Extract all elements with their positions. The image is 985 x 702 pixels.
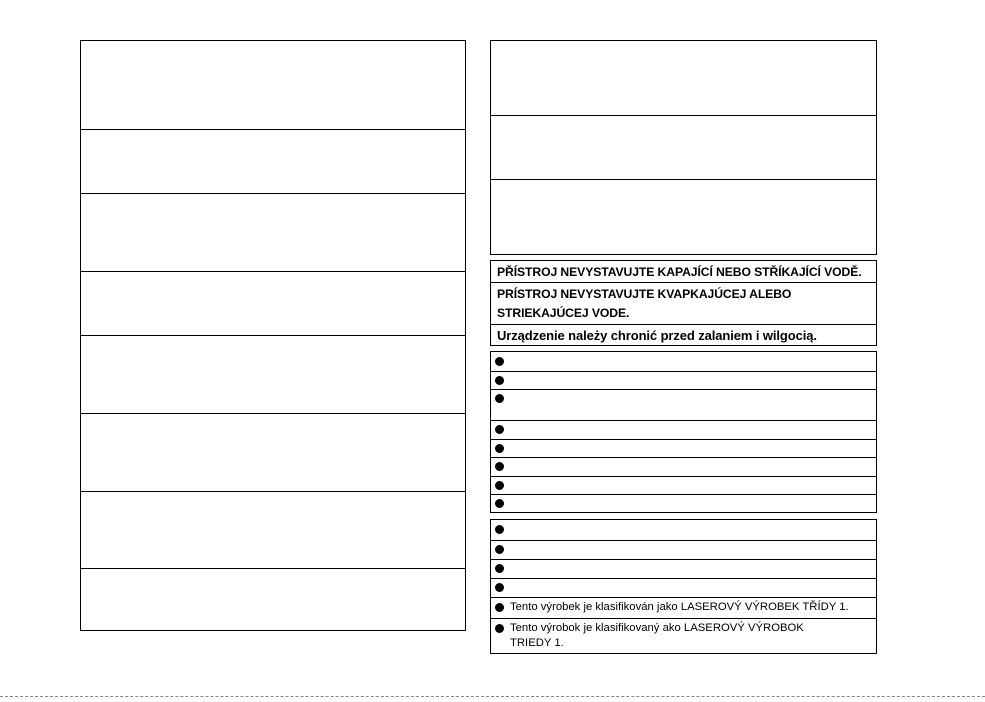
- bullet-icon: [495, 462, 504, 471]
- bullet-icon: [495, 394, 504, 403]
- left-table-divider: [81, 568, 465, 569]
- bullet-icon: [495, 357, 504, 366]
- list-item: [491, 476, 876, 494]
- list-item: [491, 420, 876, 439]
- right-table-divider: [491, 115, 876, 116]
- warning-sk-line1: PRÍSTROJ NEVYSTAVUJTE KVAPKAJÚCEJ ALEBO: [497, 287, 792, 301]
- warning-divider: [491, 324, 876, 325]
- list-item: [491, 559, 876, 578]
- bullet-list-1: [490, 351, 877, 513]
- list-item: [491, 578, 876, 597]
- bullet-icon: [495, 583, 504, 592]
- left-table-divider: [81, 271, 465, 272]
- laser-class-cs: Tento výrobek je klasifikován jako LASEROVÝ VÝROBEK TŘÍDY 1.: [510, 601, 849, 613]
- left-table-divider: [81, 335, 465, 336]
- bullet-list-2: [490, 519, 877, 654]
- warning-pl: Urządzenie należy chronić przed zalaniem i wilgocią.: [497, 328, 817, 343]
- laser-class-sk-line2: TRIEDY 1.: [510, 637, 564, 649]
- bullet-icon: [495, 376, 504, 385]
- bullet-icon: [495, 624, 504, 633]
- bullet-icon: [495, 499, 504, 508]
- list-item: [491, 597, 876, 618]
- left-table: [80, 40, 466, 631]
- warning-cs: PŘÍSTROJ NEVYSTAVUJTE KAPAJÍCÍ NEBO STŘÍKAJÍCÍ VODĚ.: [497, 265, 862, 279]
- list-item: [491, 520, 876, 540]
- left-table-divider: [81, 129, 465, 130]
- bullet-icon: [495, 564, 504, 573]
- right-top-table: [490, 40, 877, 255]
- water-warning-box: [490, 260, 877, 346]
- list-item: [491, 540, 876, 559]
- bullet-icon: [495, 525, 504, 534]
- laser-class-sk-line1: Tento výrobok je klasifikovaný ako LASEROVÝ VÝROBOK: [510, 622, 804, 634]
- list-item: [491, 457, 876, 476]
- warning-divider: [491, 282, 876, 283]
- list-item: [491, 389, 876, 420]
- bullet-icon: [495, 444, 504, 453]
- list-item: [491, 439, 876, 457]
- bullet-icon: [495, 481, 504, 490]
- list-item: [491, 618, 876, 653]
- list-item: [491, 494, 876, 512]
- page-bottom-rule: [0, 696, 985, 697]
- right-table-divider: [491, 179, 876, 180]
- left-table-divider: [81, 491, 465, 492]
- left-table-divider: [81, 193, 465, 194]
- bullet-icon: [495, 425, 504, 434]
- left-table-divider: [81, 413, 465, 414]
- warning-sk-line2: STRIEKAJÚCEJ VODE.: [497, 306, 630, 320]
- list-item: [491, 371, 876, 389]
- bullet-icon: [495, 545, 504, 554]
- bullet-icon: [495, 603, 504, 612]
- list-item: [491, 352, 876, 371]
